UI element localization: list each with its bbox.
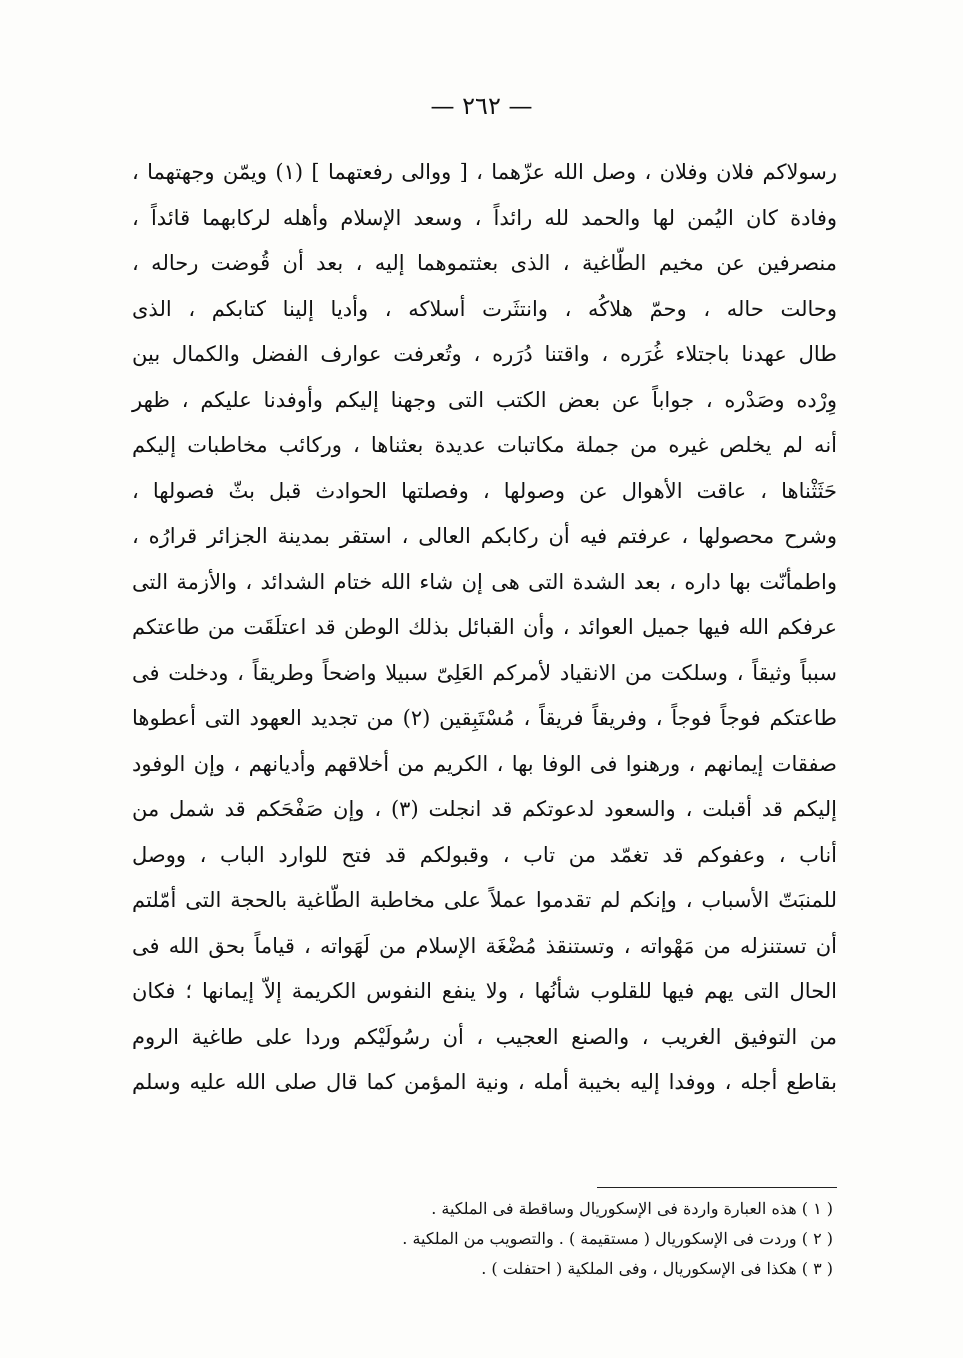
text-line: بقاطع أجله ، ووفدا إليه بخيبة أمله ، ونية المؤمن كما قال صلى الله عليه وسلم [132,1070,837,1094]
text-line: منصرفين عن مخيم الطّاغية ، الذى بعثتموهما إليه ، بعد أن قُوضت رحاله ، [132,251,837,275]
text-line: رسولاكم فلان وفلان ، وصل الله عزّهما ، [ ووالى رفعتهما ] (١) ويمّن وجهتهما ، [132,160,838,184]
text-line: وحالت حاله ، وحمّ هلاكُه ، وانتثَرت أسلاكه ، وأديا إلينا كتابكم ، الذى [132,296,837,321]
footnote-separator [597,1187,837,1188]
footnote-1: ( ١ ) هذه العبارة واردة فى الإسكوريال وساقطة فى الملكية . [431,1199,833,1218]
text-line: الحال التى يهم فيها للقلوب شأنُها ، ولا ينفع النفوس الكريمة إلاّ إيمانها ؛ فكان [132,979,837,1003]
text-line: وِرْده وصَدْره ، جواباً عن بعض الكتب التى وجهنا إليكم وأوفدنا عليكم ، ظهر [132,387,837,412]
text-line: طاعتكم فوجاً فوجاً ، وفريقاً فريقاً ، مُسْتَبِقين (٢) من تجديد العهود التى أعطوها [132,706,837,730]
text-line: وفادة كان اليُمن لها والحمد لله رائداً ، وسعد الإسلام وأهله لركابهما قائداً ، [132,205,837,230]
text-line: سبباً وثيقاً ، وسلكت من الانقياد لأمركم العَلِىّ سبيلا واضحاً وطريقاً ، ودخلت فى [132,660,837,685]
text-line: عرفكم الله فيها جميل العوائد ، وأن القبائل بذلك الوطن قد اعتلَقَت من طاعتكم [132,615,837,639]
text-line: واطمأنّت بها داره ، بعد الشدة التى هى إن شاء الله ختام الشدائد ، والأزمة التى [132,569,837,594]
text-line: إليكم قد أقبلت ، والسعود لدعوتكم قد انجلت (٣) ، وإن صَفْحَكم قد شمل من [132,797,837,821]
text-line: أنه لم يخلص غيره من جملة مكاتبات عديدة بعثناها ، وركائب مخاطبات إليكم [132,433,837,457]
footnotes [200,1194,833,1284]
footnote-2: ( ٢ ) وردت فى الإسكوريال ( مستقيمة ) . والتصويب من الملكية . [402,1229,833,1248]
footnote-3: ( ٣ ) هكذا فى الإسكوريال ، وفى الملكية ( احتفلت ) . [481,1259,833,1278]
text-line: طال عهدنا باجتلاء غُرَره ، واقتنا دُرَره ، وتُعرفت عوارف الفضل والكمال بين [132,342,837,366]
text-line: وشرح محصولها ، عرفتم فيه أن ركابكم العالى ، استقر بمدينة الجزائر قرارُه ، [132,524,837,548]
text-line: صفقات إيمانهم ، ورهنوا فى الوفا بها ، الكريم من أخلاقهم وأديانهم ، وإن الوفود [132,751,837,776]
text-line: للمنبَتّ الأسباب ، وإنكم لم تقدموا عملاً على مخاطبة الطّاغية بالحجة التى أمّلتم [132,888,837,912]
text-line: أن تستنزله من مَهْواته ، وتستنقذ مُضْغَة الإسلام من لَهَواته ، قياماً بحق الله فى [132,933,837,958]
body-text [132,150,837,1106]
page-number: — ٢٦٢ — [430,92,533,120]
text-line: حَثَثْناها ، عاقت الأهوال عن وصولها ، وفصلتها الحوادث قبل بثّ فصولها ، [132,478,837,503]
text-line: أناب ، وعفوكم قد تغمّد من تاب ، وقبولكم قد فتح للوارد الباب ، ووصل [132,842,837,867]
text-line: من التوفيق الغريب ، والصنع العجيب ، أن رسُولَيْكم وردا على طاغية الروم [132,1024,837,1049]
